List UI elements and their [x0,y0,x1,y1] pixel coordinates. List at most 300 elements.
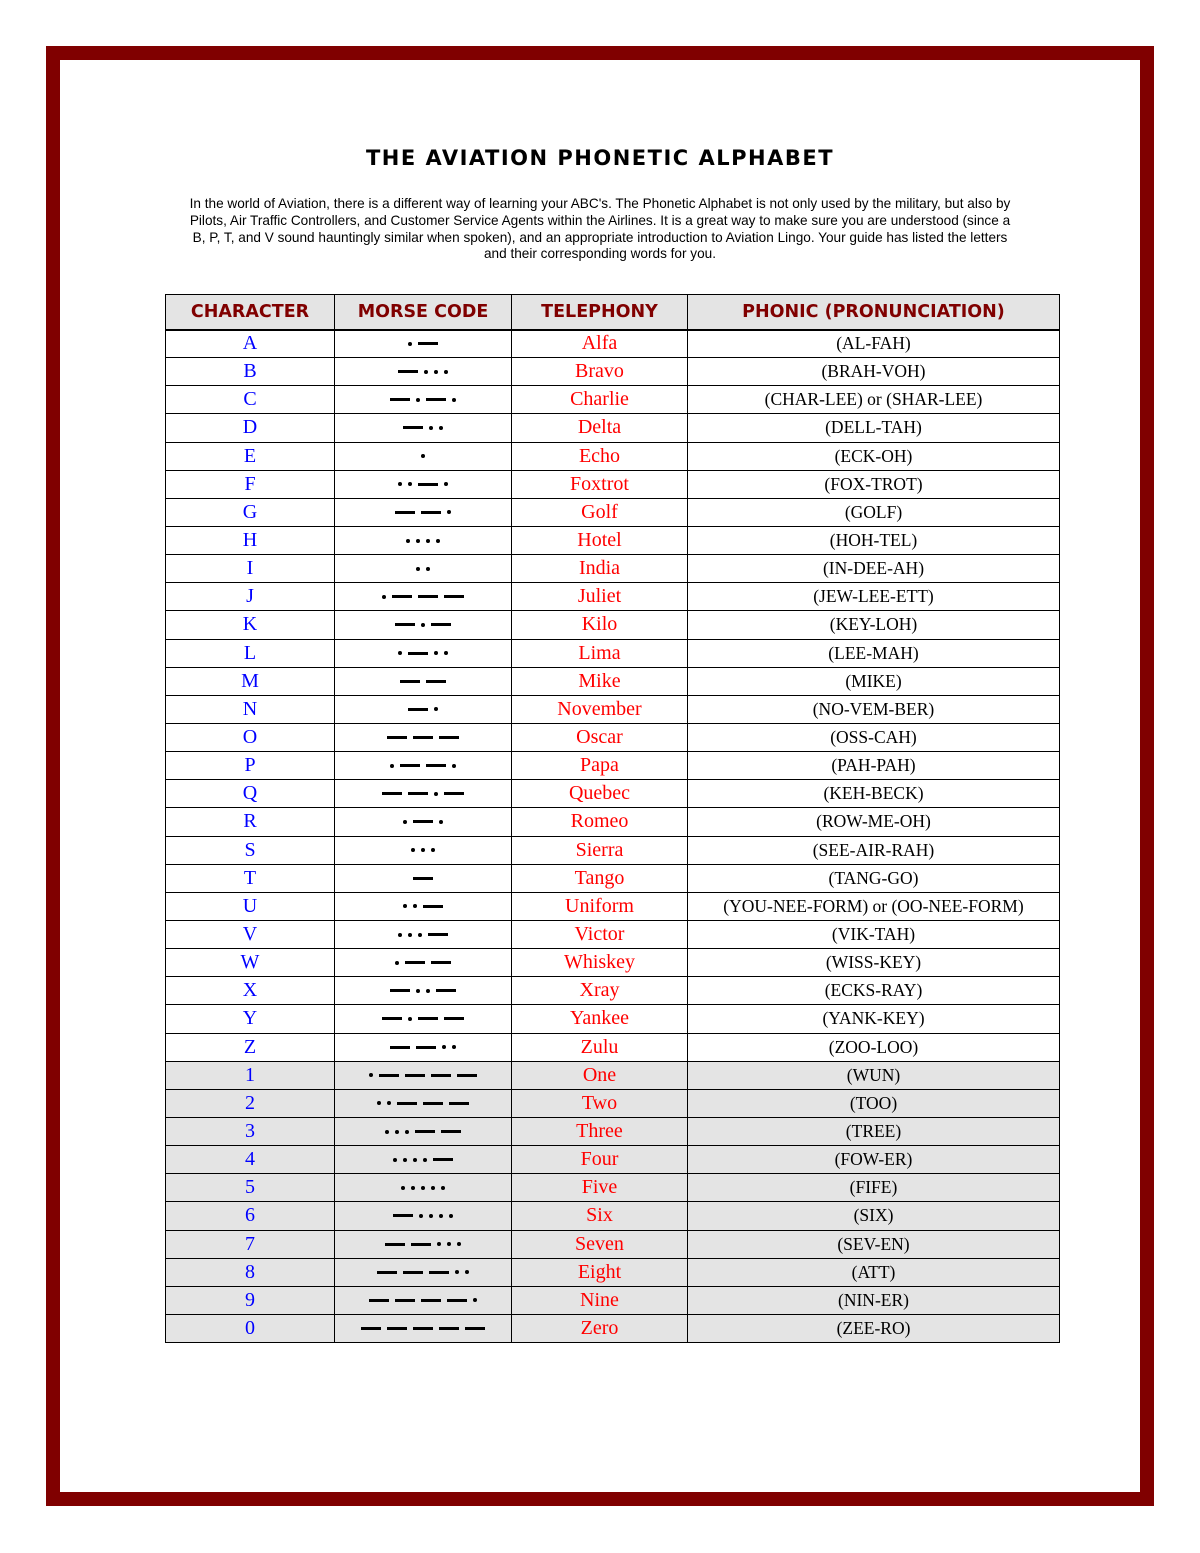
morse-code-symbols [408,848,438,852]
morse-code-cell [335,1314,512,1342]
morse-code-cell [335,611,512,639]
morse-dot [382,595,386,599]
morse-dash [382,1017,402,1020]
morse-dash [408,652,428,655]
morse-code-symbols [382,1130,464,1134]
morse-dash [465,1327,485,1330]
character-cell: 1 [166,1061,335,1089]
telephony-cell: Foxtrot [512,470,688,498]
morse-dot [439,820,443,824]
telephony-cell: Victor [512,920,688,948]
morse-code-symbols [379,595,467,599]
phonic-cell: (CHAR-LEE) or (SHAR-LEE) [688,386,1060,414]
telephony-cell: Uniform [512,892,688,920]
table-row [166,1314,1060,1342]
morse-dash [431,961,451,964]
character-cell: L [166,639,335,667]
character-cell: M [166,667,335,695]
morse-dot [455,1270,459,1274]
morse-code-cell [335,780,512,808]
morse-dash [426,764,446,767]
header-morse-code: MORSE CODE [335,295,512,330]
morse-code-cell [335,1174,512,1202]
table-header-row [166,295,1060,330]
phonic-cell: (GOLF) [688,498,1060,526]
morse-dash [426,398,446,401]
morse-code-symbols [400,426,446,430]
morse-dash [421,1299,441,1302]
morse-dash [390,989,410,992]
telephony-cell: Lima [512,639,688,667]
phonic-cell: (JEW-LEE-ETT) [688,583,1060,611]
morse-dot [431,848,435,852]
morse-dash [439,736,459,739]
character-cell: V [166,920,335,948]
morse-dot [421,454,425,458]
morse-dot [444,651,448,655]
phonic-cell: (ECK-OH) [688,442,1060,470]
telephony-cell: Six [512,1202,688,1230]
telephony-cell: Echo [512,442,688,470]
page-title: THE AVIATION PHONETIC ALPHABET [365,146,835,170]
morse-dash [457,1074,477,1077]
morse-code-symbols [405,707,441,711]
morse-dash [390,398,410,401]
character-cell: 7 [166,1230,335,1258]
morse-dot [426,539,430,543]
morse-dot [429,426,433,430]
table-row [166,949,1060,977]
phonic-cell: (NO-VEM-BER) [688,695,1060,723]
morse-code-cell [335,526,512,554]
table-row [166,864,1060,892]
morse-dash [379,1074,399,1077]
morse-code-cell [335,358,512,386]
character-cell: C [166,386,335,414]
morse-dash [423,1102,443,1105]
character-cell: K [166,611,335,639]
telephony-cell: Sierra [512,836,688,864]
morse-code-cell [335,864,512,892]
morse-dash [392,595,412,598]
morse-dot [465,1270,469,1274]
morse-dot [416,398,420,402]
morse-dot [408,342,412,346]
character-cell: S [166,836,335,864]
morse-dash [428,933,448,936]
morse-dot [411,1186,415,1190]
morse-dash [382,792,402,795]
morse-dot [434,651,438,655]
morse-code-cell [335,723,512,751]
phonic-cell: (ATT) [688,1258,1060,1286]
telephony-cell: Kilo [512,611,688,639]
morse-code-symbols [397,680,449,683]
phonic-cell: (WISS-KEY) [688,949,1060,977]
morse-dot [457,1242,461,1246]
morse-code-cell [335,949,512,977]
character-cell: 6 [166,1202,335,1230]
character-cell: X [166,977,335,1005]
table-row [166,470,1060,498]
morse-dash [418,1017,438,1020]
phonic-cell: (LEE-MAH) [688,639,1060,667]
character-cell: I [166,555,335,583]
morse-dot [452,764,456,768]
morse-dash [436,989,456,992]
table-row [166,836,1060,864]
morse-dot [401,1186,405,1190]
character-cell: 8 [166,1258,335,1286]
character-cell: Q [166,780,335,808]
morse-dot [434,707,438,711]
telephony-cell: Whiskey [512,949,688,977]
morse-dash [369,1299,389,1302]
table-row [166,1258,1060,1286]
morse-code-cell [335,1258,512,1286]
morse-dot [408,933,412,937]
phonic-cell: (AL-FAH) [688,330,1060,358]
morse-code-cell [335,977,512,1005]
table-row [166,1033,1060,1061]
phonic-cell: (DELL-TAH) [688,414,1060,442]
phonic-cell: (TREE) [688,1117,1060,1145]
morse-dot [408,1017,412,1021]
morse-code-symbols [387,764,459,768]
morse-dash [439,1327,459,1330]
morse-dot [439,1214,443,1218]
telephony-cell: Mike [512,667,688,695]
morse-code-symbols [374,1270,472,1274]
morse-code-symbols [374,1101,472,1105]
morse-dot [387,1101,391,1105]
morse-code-symbols [398,1186,448,1190]
morse-dot [447,1242,451,1246]
morse-dot [437,1242,441,1246]
phonic-cell: (IN-DEE-AH) [688,555,1060,583]
telephony-cell: India [512,555,688,583]
morse-code-cell [335,1286,512,1314]
morse-dot [473,1298,477,1302]
phonic-cell: (PAH-PAH) [688,752,1060,780]
morse-dash [421,511,441,514]
morse-dot [434,370,438,374]
morse-code-cell [335,639,512,667]
phonic-cell: (ROW-ME-OH) [688,808,1060,836]
morse-code-cell [335,1005,512,1033]
morse-dot [398,651,402,655]
morse-code-symbols [395,482,451,486]
morse-dot [398,933,402,937]
morse-dash [393,1214,413,1217]
telephony-cell: Three [512,1117,688,1145]
morse-code-cell [335,667,512,695]
character-cell: F [166,470,335,498]
morse-dash [390,1046,410,1049]
morse-dash [413,1327,433,1330]
character-cell: 3 [166,1117,335,1145]
telephony-cell: Quebec [512,780,688,808]
morse-dot [393,1158,397,1162]
morse-dash [413,820,433,823]
table-row [166,526,1060,554]
phonic-cell: (YOU-NEE-FORM) or (OO-NEE-FORM) [688,892,1060,920]
morse-code-cell [335,330,512,358]
character-cell: G [166,498,335,526]
morse-dot [441,1186,445,1190]
morse-code-cell [335,892,512,920]
morse-code-symbols [405,342,441,346]
morse-dot [411,848,415,852]
phonic-cell: (ECKS-RAY) [688,977,1060,1005]
character-cell: P [166,752,335,780]
table-row [166,358,1060,386]
morse-code-cell [335,414,512,442]
character-cell: R [166,808,335,836]
character-cell: D [166,414,335,442]
morse-dot [452,398,456,402]
morse-dash [400,764,420,767]
telephony-cell: Golf [512,498,688,526]
morse-code-symbols [366,1073,480,1077]
morse-dot [406,539,410,543]
morse-dash [403,426,423,429]
morse-dash [395,623,415,626]
phonic-cell: (TOO) [688,1089,1060,1117]
telephony-cell: November [512,695,688,723]
morse-dash [408,708,428,711]
morse-dot [416,567,420,571]
character-cell: W [166,949,335,977]
morse-dash [405,1074,425,1077]
morse-dash [447,1299,467,1302]
morse-code-symbols [366,1298,480,1302]
morse-dash [413,877,433,880]
morse-dash [395,1299,415,1302]
telephony-cell: Alfa [512,330,688,358]
morse-code-symbols [379,792,467,796]
morse-dot [413,904,417,908]
morse-code-cell [335,752,512,780]
morse-code-cell [335,555,512,583]
morse-dot [421,623,425,627]
character-cell: A [166,330,335,358]
table-row [166,1202,1060,1230]
character-cell: O [166,723,335,751]
morse-dot [416,989,420,993]
morse-code-symbols [395,651,451,655]
table-row [166,752,1060,780]
morse-dash [413,736,433,739]
morse-dot [429,1214,433,1218]
morse-dash [411,1243,431,1246]
telephony-cell: Delta [512,414,688,442]
morse-dash [387,736,407,739]
morse-dot [418,933,422,937]
morse-dot [426,989,430,993]
table-row [166,442,1060,470]
phonic-cell: (FIFE) [688,1174,1060,1202]
morse-code-symbols [400,904,446,908]
table-row [166,695,1060,723]
telephony-cell: One [512,1061,688,1089]
morse-dash [361,1327,381,1330]
morse-code-cell [335,1202,512,1230]
morse-code-cell [335,920,512,948]
telephony-cell: Oscar [512,723,688,751]
morse-dash [398,370,418,373]
morse-dot [398,482,402,486]
morse-dash [415,1130,435,1133]
telephony-cell: Tango [512,864,688,892]
morse-dot [413,1158,417,1162]
morse-dash [444,1017,464,1020]
morse-dash [423,905,443,908]
phonic-cell: (ZOO-LOO) [688,1033,1060,1061]
morse-dot [419,1214,423,1218]
phonic-cell: (NIN-ER) [688,1286,1060,1314]
morse-code-symbols [390,1158,456,1162]
morse-code-symbols [392,961,454,965]
morse-code-symbols [410,877,436,880]
morse-code-symbols [400,820,446,824]
morse-code-cell [335,808,512,836]
telephony-cell: Charlie [512,386,688,414]
telephony-cell: Four [512,1146,688,1174]
morse-code-symbols [379,1017,467,1021]
morse-dot [416,539,420,543]
table-row [166,555,1060,583]
table-row [166,977,1060,1005]
morse-code-cell [335,442,512,470]
table-body [166,330,1060,1343]
morse-code-cell [335,583,512,611]
phonetic-alphabet-table [165,294,1060,1343]
telephony-cell: Eight [512,1258,688,1286]
telephony-cell: Zero [512,1314,688,1342]
morse-dash [429,1271,449,1274]
morse-dot [390,764,394,768]
phonic-cell: (ZEE-RO) [688,1314,1060,1342]
morse-dot [423,1158,427,1162]
table-row [166,1061,1060,1089]
morse-dot [421,848,425,852]
table-row [166,1230,1060,1258]
phonic-cell: (WUN) [688,1061,1060,1089]
morse-code-symbols [418,454,428,458]
phonic-cell: (KEY-LOH) [688,611,1060,639]
morse-code-cell [335,1117,512,1145]
morse-code-cell [335,1089,512,1117]
morse-dash [400,680,420,683]
morse-dot [403,1158,407,1162]
morse-code-symbols [358,1327,488,1330]
phonic-cell: (VIK-TAH) [688,920,1060,948]
character-cell: 9 [166,1286,335,1314]
morse-code-cell [335,1230,512,1258]
table-row [166,1117,1060,1145]
morse-dot [447,510,451,514]
telephony-cell: Zulu [512,1033,688,1061]
morse-dash [418,595,438,598]
morse-code-symbols [390,1214,456,1218]
morse-dash [433,1158,453,1161]
telephony-cell: Yankee [512,1005,688,1033]
morse-dash [444,595,464,598]
morse-dot [369,1073,373,1077]
morse-code-cell [335,836,512,864]
phonic-cell: (BRAH-VOH) [688,358,1060,386]
morse-dash [441,1130,461,1133]
morse-dot [421,1186,425,1190]
morse-dash [397,1102,417,1105]
character-cell: 5 [166,1174,335,1202]
phonic-cell: (TANG-GO) [688,864,1060,892]
morse-dot [449,1214,453,1218]
morse-code-symbols [392,623,454,627]
telephony-cell: Bravo [512,358,688,386]
morse-code-symbols [395,370,451,374]
phonic-cell: (KEH-BECK) [688,780,1060,808]
telephony-cell: Hotel [512,526,688,554]
table-row [166,330,1060,358]
character-cell: N [166,695,335,723]
character-cell: U [166,892,335,920]
morse-dash [431,1074,451,1077]
telephony-cell: Papa [512,752,688,780]
morse-code-cell [335,470,512,498]
telephony-cell: Romeo [512,808,688,836]
morse-code-symbols [392,510,454,514]
morse-dot [444,482,448,486]
character-cell: T [166,864,335,892]
phonic-cell: (HOH-TEL) [688,526,1060,554]
character-cell: 2 [166,1089,335,1117]
table-row [166,583,1060,611]
morse-code-symbols [387,398,459,402]
morse-code-cell [335,498,512,526]
morse-dot [403,820,407,824]
morse-dot [377,1101,381,1105]
morse-dot [426,567,430,571]
morse-code-symbols [387,989,459,993]
table-row [166,1286,1060,1314]
morse-dot [408,482,412,486]
table-row [166,386,1060,414]
character-cell: 0 [166,1314,335,1342]
morse-dot [405,1130,409,1134]
morse-dash [405,961,425,964]
table-row [166,723,1060,751]
phonic-cell: (SEE-AIR-RAH) [688,836,1060,864]
telephony-cell: Five [512,1174,688,1202]
morse-dash [418,342,438,345]
morse-dash [418,483,438,486]
morse-code-symbols [387,1045,459,1049]
morse-dot [395,1130,399,1134]
morse-dash [449,1102,469,1105]
morse-dash [431,623,451,626]
morse-dot [431,1186,435,1190]
telephony-cell: Xray [512,977,688,1005]
phonic-cell: (FOW-ER) [688,1146,1060,1174]
phonic-cell: (SEV-EN) [688,1230,1060,1258]
morse-dot [434,792,438,796]
telephony-cell: Seven [512,1230,688,1258]
morse-dash [426,680,446,683]
character-cell: Y [166,1005,335,1033]
morse-dash [444,792,464,795]
